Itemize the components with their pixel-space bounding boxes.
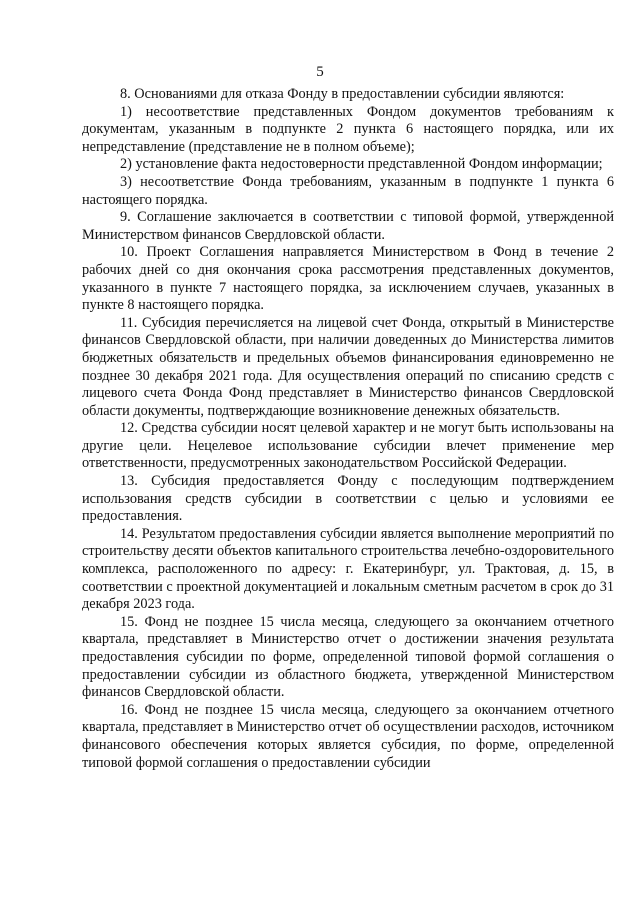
- paragraph-13: 13. Субсидия предоставляется Фонду с последующим подтверждением использования средств субсидии в соответствии с целью и условиями ее предоставления.: [82, 473, 614, 525]
- document-body: [82, 86, 614, 772]
- paragraph-8: 8. Основаниями для отказа Фонду в предоставлении субсидии являются:: [120, 86, 565, 102]
- paragraph-8-item-2: 2) установление факта недостоверности представленной Фондом информации;: [120, 156, 603, 173]
- paragraph-15: 15. Фонд не позднее 15 числа месяца, следующего за окончанием отчетного квартала, представляет в Министерство отчет о достижении значения результата предоставления субсидии по форме, определенной типовой формой соглашения о предоставлении субсидии из областного бюджета, утвержденной Министерством финансов Свердловской области.: [82, 613, 614, 701]
- paragraph-9: 9. Соглашение заключается в соответствии с типовой формой, утвержденной Министерством финансов Свердловской области.: [82, 209, 614, 243]
- paragraph-16: 16. Фонд не позднее 15 числа месяца, следующего за окончанием отчетного квартала, представляет в Министерство отчет об осуществлении расходов, источником финансового обеспечения которых является субсидия, по форме, определенной типовой формой соглашения о предоставлении субсидии: [82, 701, 614, 771]
- paragraph-10: 10. Проект Соглашения направляется Министерством в Фонд в течение 2 рабочих дней со дня окончания срока рассмотрения представленных документов, указанного в пункте 7 настоящего порядка, за исключением случаев, указанных в пункте 8 настоящего порядка.: [82, 244, 614, 314]
- page-number: 5: [316, 64, 324, 80]
- paragraph-12: 12. Средства субсидии носят целевой характер и не могут быть использованы на другие цели. Нецелевое использование субсидии влечет применение мер ответственности, предусмотренных законодательством Российской Федерации.: [82, 420, 614, 472]
- paragraph-11: 11. Субсидия перечисляется на лицевой счет Фонда, открытый в Министерстве финансов Свердловской области, при наличии доведенных до Министерства лимитов бюджетных обязательств и предельных объемов финансирования единовременно не позднее 30 декабря 2021 года. Для осуществления операций по списанию средств с лицевого счета Фонда Фонд представляет в Министерство финансов Свердловской области документы, подтверждающие возникновение денежных обязательств.: [82, 314, 614, 419]
- paragraph-14: 14. Результатом предоставления субсидии является выполнение мероприятий по строительству десяти объектов капитального строительства лечебно-оздоровительного комплекса, расположенного по адресу: г. Екатеринбург, ул. Трактовая, д. 15, в соответствии с проектной документацией и локальным сметным расчетом в срок до 31 декабря 2023 года.: [82, 525, 614, 613]
- paragraph-8-item-3: 3) несоответствие Фонда требованиям, указанным в подпункте 1 пункта 6 настоящего порядка.: [82, 173, 614, 208]
- paragraph-8-item-1: 1) несоответствие представленных Фондом документов требованиям к документам, указанным в подпункте 2 пункта 6 настоящего порядка, или их непредставление (представление не в полном объеме);: [82, 103, 614, 155]
